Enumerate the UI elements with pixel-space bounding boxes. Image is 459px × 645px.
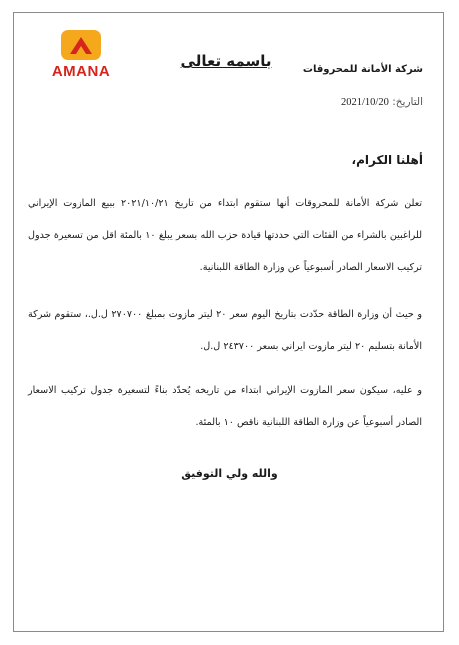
- amana-logo-icon: [61, 30, 101, 60]
- paragraph-announcement: تعلن شركة الأمانة للمحروقات أنها ستقوم ابتداء من تاريخ ٢٠٢١/١٠/٢١ ببيع المازوت الإيراني للراغبين بالشراء من الفئات التي حددتها قيادة حزب الله بسعر يبلغ ١٠ بالمئة اقل من تسعيرة جدول تركيب الاسعار الصادر أسبوعياً عن وزارة الطاقة اللبنانية.: [28, 198, 422, 273]
- logo-text: AMANA: [51, 63, 111, 80]
- company-name: شركة الأمانة للمحروقات: [302, 64, 423, 75]
- company-logo: [44, 30, 118, 80]
- date-value: 2021/10/20: [341, 97, 389, 108]
- paragraph-pricing: و حيث أن وزارة الطاقة حدّدت بتاريخ اليوم سعر ٢٠ ليتر مازوت بمبلغ ٢٧٠٧٠٠ ل.ل.، ستقوم شركة الأمانة بتسليم ٢٠ ليتر مازوت ايراني بسعر ٢٤٣٧٠٠ ل.ل.: [28, 309, 422, 352]
- greeting: أهلنا الكرام،: [351, 153, 423, 167]
- paragraph-policy: و عليه، سيكون سعر المازوت الإيراني ابتداء من تاريخه يُحدّد بناءً لتسعيرة جدول تركيب الاسعار الصادر أسبوعياً عن وزارة الطاقة اللبنانية ناقص ١٠ بالمئة.: [28, 385, 422, 428]
- basmala-heading: باسمه تعالى: [180, 52, 272, 70]
- closing-line: والله ولي التوفيق: [181, 467, 278, 480]
- date-label: التاريخ:: [392, 96, 423, 108]
- date-line: [341, 96, 423, 108]
